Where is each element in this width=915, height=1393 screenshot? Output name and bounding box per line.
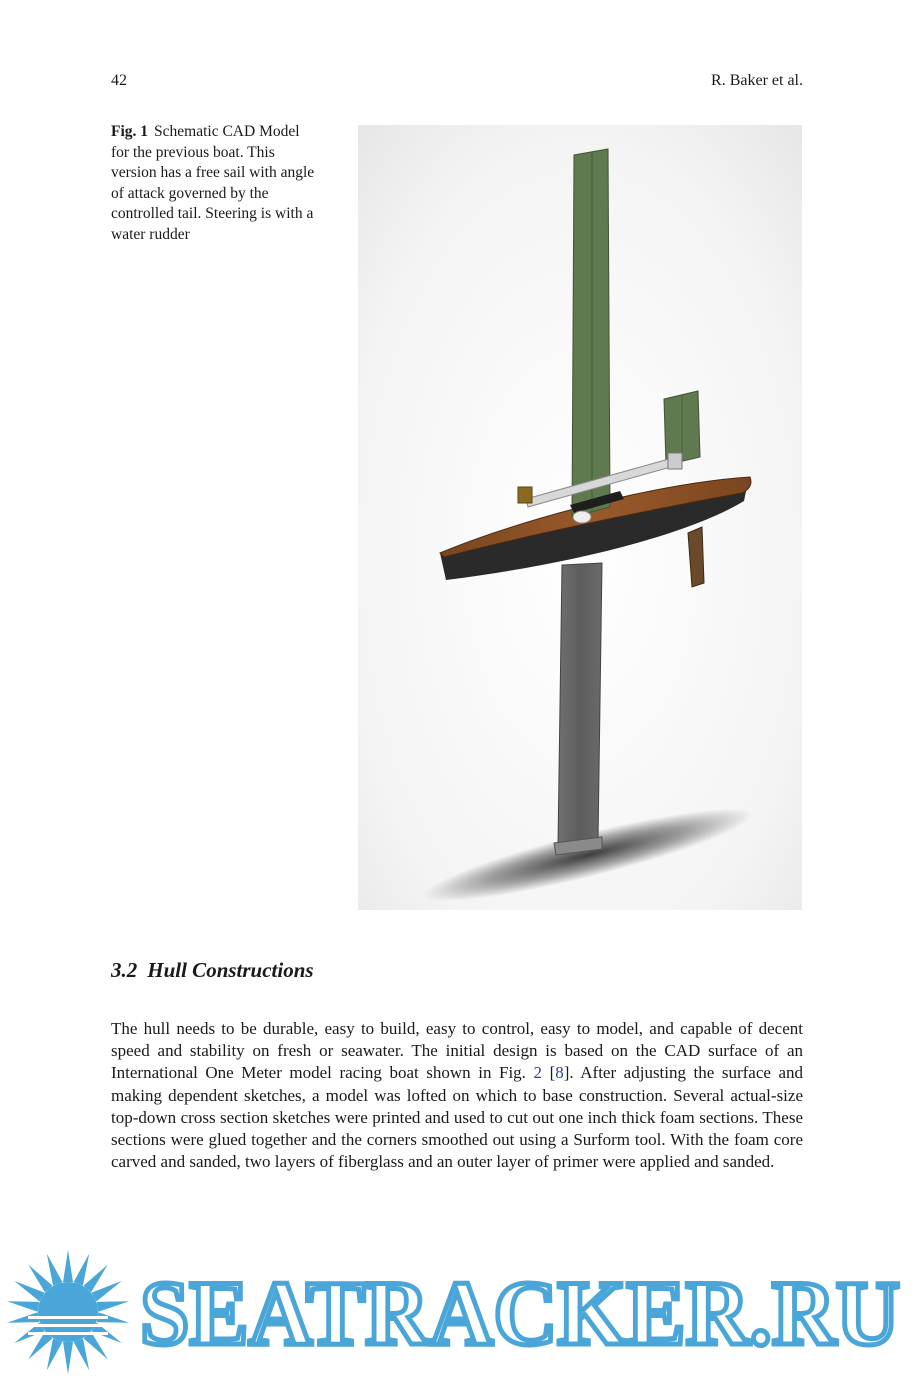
cad-boat-illustration — [358, 125, 802, 910]
figure-caption — [111, 122, 321, 245]
body-paragraph — [111, 1018, 803, 1173]
figure-caption-text: Schematic CAD Model for the previous boat. This version has a free sail with angle of attack governed by the controlled tail. Steering is with a water rudder — [111, 123, 315, 243]
section-heading — [111, 958, 314, 983]
page-number: 42 — [111, 72, 127, 89]
citation-link[interactable]: 8 — [555, 1063, 564, 1083]
sail — [572, 149, 610, 517]
figure-label: Fig. 1 — [111, 123, 149, 140]
keel — [558, 563, 602, 845]
section-number: 3.2 — [111, 958, 138, 982]
running-head: R. Baker et al. — [711, 72, 803, 89]
counterweight — [518, 487, 532, 503]
paragraph-bracket-open: [ — [549, 1063, 556, 1083]
cad-boat-figure — [358, 125, 802, 910]
watermark-text: SEATRACKER.RU — [140, 1262, 900, 1364]
mast-mount — [573, 511, 591, 523]
sun-icon — [6, 1250, 130, 1374]
paragraph-text-1: The hull needs to be durable, easy to build, easy to control, easy to model, and capable of decent speed and stability on fresh or seawater. The initial design is based on the CAD surface of an International One Meter model racing boat shown in Fig. — [111, 1019, 803, 1083]
section-title: Hull Constructions — [147, 958, 314, 982]
watermark-graphic — [0, 1250, 915, 1388]
figure-reference-link[interactable]: 2 — [533, 1063, 542, 1083]
paragraph-text-2: ]. After adjusting the surface and making dependent sketches, a model was lofted on which to base construction. Several actual-size top-down cross section sketches were printed and used to cut out one inch thick foam sections. These sections were glued together and the corners smoothed out using a Surform tool. With the foam core carved and sanded, two layers of fiberglass and an outer layer of primer were applied and sanded. — [111, 1063, 804, 1172]
watermark — [0, 1250, 915, 1388]
